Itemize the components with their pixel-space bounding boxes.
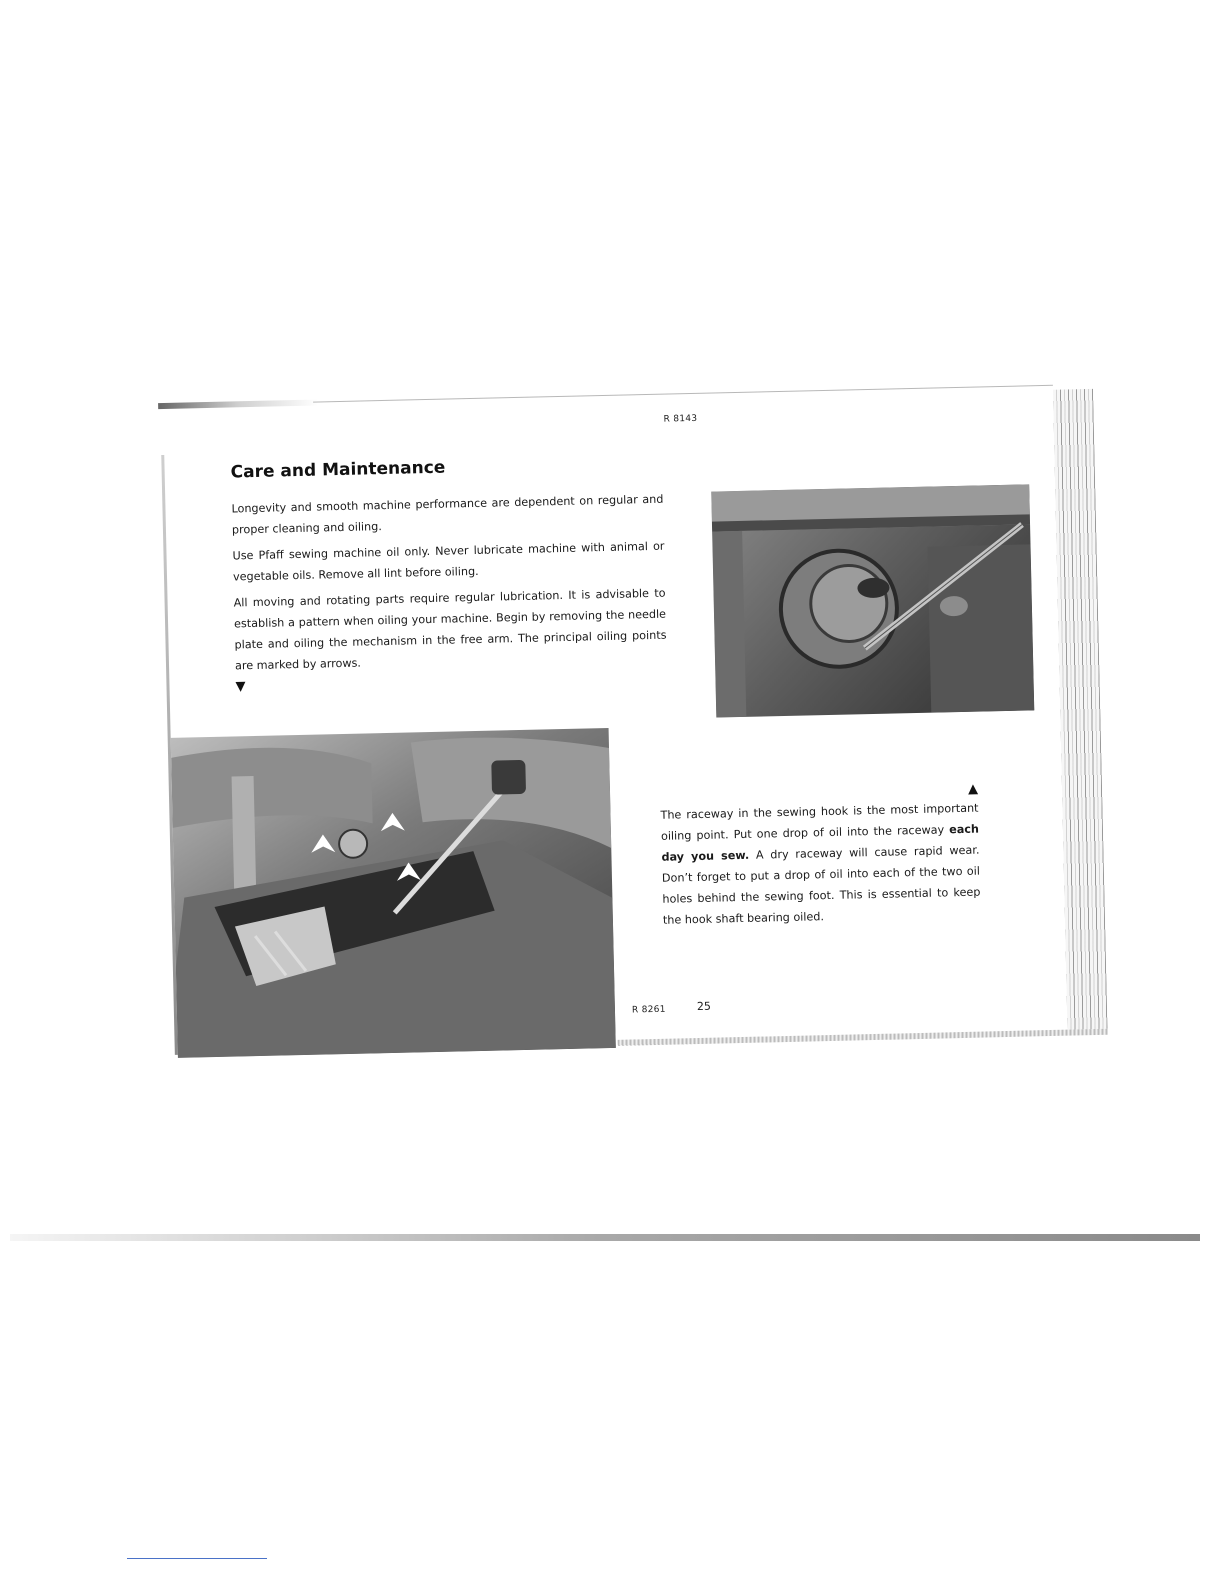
scanned-manual-page xyxy=(163,380,1073,1056)
book-bottom-edge xyxy=(618,1029,1108,1046)
page-number: 25 xyxy=(696,999,712,1014)
paragraph-intro: Longevity and smooth machine performance are dependent on regular and proper cleaning and oiling. xyxy=(231,492,664,537)
scanner-bottom-rule xyxy=(10,1234,1200,1241)
photo-reference-bottom: R 8261 xyxy=(631,1004,666,1016)
paragraph-oil-type: Use Pfaff sewing machine oil only. Never lubricate machine with animal or vegetable oils. Remove all lint before oiling. xyxy=(232,539,665,584)
sewing-hook-illustration xyxy=(711,484,1034,717)
blue-underline-mark xyxy=(127,1558,267,1559)
free-arm-photo xyxy=(171,728,616,1058)
page-top-edge-shadow xyxy=(158,399,318,409)
book-page-stack-edge xyxy=(1053,389,1108,1030)
section-title: Care and Maintenance xyxy=(230,457,446,483)
page-top-edge xyxy=(313,385,1053,403)
right-text-column xyxy=(660,782,981,931)
sewing-hook-photo xyxy=(711,484,1034,717)
paragraph-raceway: The raceway in the sewing hook is the most important oiling point. Put one drop of oil into the raceway each day you sew. A dry raceway will cause rapid wear. Don’t forget to put a drop of oil into each of the two oil holes behind the sewing foot. This is essential to keep the hook shaft bearing oiled. xyxy=(660,801,981,927)
photo-reference-top: R 8143 xyxy=(663,413,698,425)
free-arm-illustration xyxy=(171,728,616,1058)
arrow-up-icon: ▲ xyxy=(967,781,979,797)
arrow-down-icon: ▼ xyxy=(235,679,246,695)
paragraph-lubrication: All moving and rotating parts require regular lubrication. It is advisable to establish a pattern when oiling your machine. Begin by removing the needle plate and oiling the mechanism in the free arm. The principal oiling points are marked by arrows. xyxy=(233,586,667,673)
emphasis-text: each day you sew. xyxy=(661,822,980,864)
left-text-column xyxy=(231,489,667,695)
